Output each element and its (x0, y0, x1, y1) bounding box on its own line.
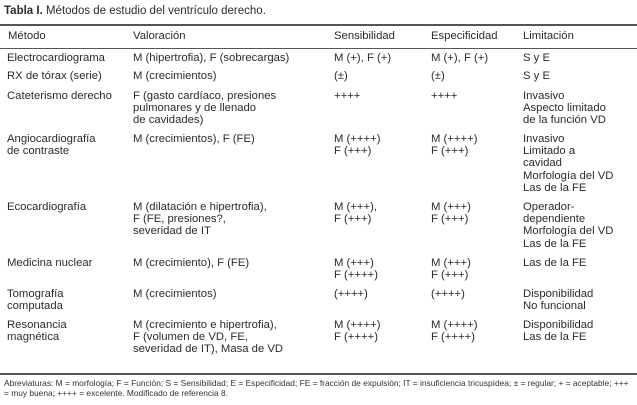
table-cell: M (+++), F (+++) (334, 201, 378, 226)
table-cell: M (hipertrofia), F (sobrecargas) (133, 52, 290, 64)
table-cell: Las de la FE (523, 257, 587, 269)
table-cell: Tomografía computada (7, 288, 64, 313)
table-cell: M (++++) F (++++) (334, 319, 381, 344)
table-cell: Electrocardiograma (7, 52, 105, 64)
caption-label: Tabla I. (4, 5, 43, 17)
table-row (0, 133, 637, 201)
top-rule (0, 24, 637, 26)
table-row (0, 288, 637, 319)
table-cell: Operador- dependiente Morfología del VD Las de la FE (523, 201, 614, 250)
table-cell: Medicina nuclear (7, 257, 93, 269)
table-cell: M (++++) F (+++) (334, 133, 381, 158)
table-cell: Invasivo Limitado a cavidad Morfología del VD Las de la FE (523, 133, 614, 194)
bottom-rule (0, 373, 637, 375)
abbreviations-footnote: Abreviaturas: M = morfología; F = Función; S = Sensibilidad; E = Especificidad; FE = fracción de expulsión; IT = insuficiencia tricuspídea; ± = regular; + = aceptable; +++ = muy buena; ++++ = excelente. Modificado de referencia 8. (4, 378, 629, 398)
table-cell: M (++++) F (++++) (431, 319, 478, 344)
table-cell: (++++) (334, 288, 368, 300)
table-cell: ++++ (334, 90, 361, 102)
header-row (0, 27, 637, 49)
table-cell: Ecocardiografía (7, 201, 87, 213)
table-cell: M (crecimiento), F (FE) (133, 257, 250, 269)
table-cell: F (gasto cardíaco, presiones pulmonares y de llenado de cavidades) (133, 90, 277, 127)
column-header: Método (8, 30, 46, 42)
table-row (0, 257, 637, 288)
methods-table (0, 27, 637, 363)
table-cell: S y E (523, 70, 550, 82)
table-cell: Angiocardiografía de contraste (7, 133, 96, 158)
table-cell: M (+++) F (+++) (431, 201, 471, 226)
table-cell: M (dilatación e hipertrofia), F (FE, presiones?, severidad de IT (133, 201, 267, 238)
column-header: Sensibilidad (334, 30, 395, 42)
table-cell: (±) (431, 70, 445, 82)
table-row (0, 90, 637, 133)
table-cell: (±) (334, 70, 348, 82)
table-cell: ++++ (431, 90, 458, 102)
table-cell: M (crecimiento e hipertrofia), F (volumen de VD, FE, severidad de IT), Masa de VD (133, 319, 284, 356)
table-cell: M (+), F (+) (431, 52, 489, 64)
table-cell: M (++++) F (+++) (431, 133, 478, 158)
table-row (0, 201, 637, 257)
column-header: Especificidad (431, 30, 498, 42)
caption-text: Métodos de estudio del ventrículo derecho. (42, 5, 266, 17)
table-cell: M (crecimientos) (133, 70, 217, 82)
table-cell: M (+++) F (++++) (334, 257, 378, 282)
table-cell: Disponibilidad Las de la FE (523, 319, 594, 344)
table-cell: (++++) (431, 288, 465, 300)
table-row (0, 319, 637, 363)
column-header: Valoración (133, 30, 186, 42)
table-cell: S y E (523, 52, 550, 64)
column-header: Limitación (523, 30, 574, 42)
table-cell: Resonancia magnética (7, 319, 67, 344)
table-cell: M (+++) F (+++) (431, 257, 471, 282)
table-cell: Cateterismo derecho (7, 90, 112, 102)
table-row (0, 49, 637, 70)
table-cell: M (crecimientos), F (FE) (133, 133, 255, 145)
table-cell: M (+), F (+) (334, 52, 392, 64)
table-cell: M (crecimientos) (133, 288, 217, 300)
table-cell: RX de tórax (serie) (7, 70, 102, 82)
table-cell: Invasivo Aspecto limitado de la función VD (523, 90, 606, 127)
table-caption (4, 5, 266, 17)
table-cell: Disponibilidad No funcional (523, 288, 594, 313)
table-row (0, 70, 637, 90)
